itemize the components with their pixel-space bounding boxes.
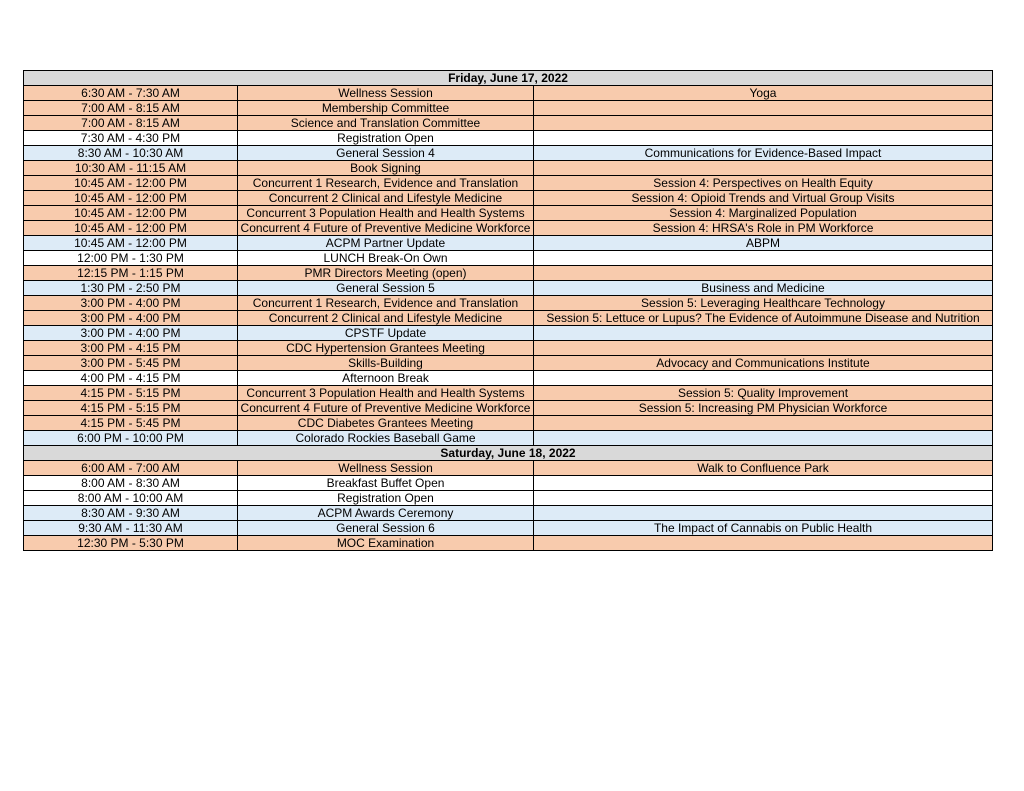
time-cell: 3:00 PM - 5:45 PM [24, 356, 238, 371]
event-cell: Wellness Session [238, 461, 534, 476]
schedule-row [24, 416, 993, 431]
time-cell: 3:00 PM - 4:00 PM [24, 326, 238, 341]
time-cell: 8:00 AM - 8:30 AM [24, 476, 238, 491]
detail-cell: Session 5: Quality Improvement [534, 386, 993, 401]
schedule-row [24, 161, 993, 176]
schedule-table [23, 70, 993, 551]
time-cell: 12:00 PM - 1:30 PM [24, 251, 238, 266]
event-cell: Wellness Session [238, 86, 534, 101]
schedule-row [24, 356, 993, 371]
schedule-row [24, 266, 993, 281]
time-cell: 8:30 AM - 10:30 AM [24, 146, 238, 161]
event-cell: Breakfast Buffet Open [238, 476, 534, 491]
schedule-row [24, 431, 993, 446]
detail-cell [534, 161, 993, 176]
schedule-row [24, 191, 993, 206]
day-header-row [24, 446, 993, 461]
detail-cell [534, 371, 993, 386]
time-cell: 6:30 AM - 7:30 AM [24, 86, 238, 101]
time-cell: 7:30 AM - 4:30 PM [24, 131, 238, 146]
event-cell: Registration Open [238, 491, 534, 506]
time-cell: 10:45 AM - 12:00 PM [24, 221, 238, 236]
schedule-row [24, 116, 993, 131]
event-cell: Science and Translation Committee [238, 116, 534, 131]
schedule-row [24, 476, 993, 491]
time-cell: 4:15 PM - 5:45 PM [24, 416, 238, 431]
day-header-row [24, 71, 993, 86]
event-cell: Concurrent 1 Research, Evidence and Translation [238, 296, 534, 311]
detail-cell [534, 416, 993, 431]
event-cell: Concurrent 3 Population Health and Health Systems [238, 386, 534, 401]
time-cell: 8:30 AM - 9:30 AM [24, 506, 238, 521]
time-cell: 3:00 PM - 4:00 PM [24, 311, 238, 326]
time-cell: 8:00 AM - 10:00 AM [24, 491, 238, 506]
detail-cell: Advocacy and Communications Institute [534, 356, 993, 371]
event-cell: CDC Diabetes Grantees Meeting [238, 416, 534, 431]
schedule-row [24, 341, 993, 356]
schedule-row [24, 206, 993, 221]
time-cell: 10:45 AM - 12:00 PM [24, 176, 238, 191]
event-cell: Concurrent 1 Research, Evidence and Translation [238, 176, 534, 191]
detail-cell [534, 476, 993, 491]
schedule-row [24, 101, 993, 116]
detail-cell: Session 5: Increasing PM Physician Workforce [534, 401, 993, 416]
detail-cell [534, 341, 993, 356]
day-title: Friday, June 17, 2022 [24, 71, 993, 86]
detail-cell [534, 266, 993, 281]
event-cell: Concurrent 2 Clinical and Lifestyle Medicine [238, 311, 534, 326]
detail-cell: Yoga [534, 86, 993, 101]
detail-cell: Session 4: Perspectives on Health Equity [534, 176, 993, 191]
time-cell: 12:30 PM - 5:30 PM [24, 536, 238, 551]
detail-cell [534, 506, 993, 521]
schedule-row [24, 326, 993, 341]
time-cell: 10:45 AM - 12:00 PM [24, 206, 238, 221]
detail-cell [534, 431, 993, 446]
schedule-row [24, 251, 993, 266]
schedule-row [24, 536, 993, 551]
detail-cell: Session 4: Marginalized Population [534, 206, 993, 221]
schedule-row [24, 281, 993, 296]
detail-cell: ABPM [534, 236, 993, 251]
event-cell: ACPM Awards Ceremony [238, 506, 534, 521]
event-cell: Book Signing [238, 161, 534, 176]
detail-cell [534, 116, 993, 131]
event-cell: General Session 5 [238, 281, 534, 296]
schedule-row [24, 521, 993, 536]
detail-cell [534, 536, 993, 551]
time-cell: 10:45 AM - 12:00 PM [24, 191, 238, 206]
schedule-row [24, 296, 993, 311]
event-cell: Colorado Rockies Baseball Game [238, 431, 534, 446]
day-title: Saturday, June 18, 2022 [24, 446, 993, 461]
schedule-row [24, 236, 993, 251]
schedule-row [24, 461, 993, 476]
schedule-body [24, 71, 993, 551]
detail-cell: The Impact of Cannabis on Public Health [534, 521, 993, 536]
time-cell: 7:00 AM - 8:15 AM [24, 101, 238, 116]
time-cell: 7:00 AM - 8:15 AM [24, 116, 238, 131]
time-cell: 1:30 PM - 2:50 PM [24, 281, 238, 296]
detail-cell [534, 326, 993, 341]
event-cell: PMR Directors Meeting (open) [238, 266, 534, 281]
time-cell: 6:00 PM - 10:00 PM [24, 431, 238, 446]
detail-cell [534, 251, 993, 266]
event-cell: Concurrent 2 Clinical and Lifestyle Medicine [238, 191, 534, 206]
event-cell: Concurrent 3 Population Health and Health Systems [238, 206, 534, 221]
time-cell: 10:45 AM - 12:00 PM [24, 236, 238, 251]
event-cell: General Session 4 [238, 146, 534, 161]
time-cell: 10:30 AM - 11:15 AM [24, 161, 238, 176]
time-cell: 3:00 PM - 4:00 PM [24, 296, 238, 311]
event-cell: Registration Open [238, 131, 534, 146]
schedule-row [24, 386, 993, 401]
time-cell: 4:15 PM - 5:15 PM [24, 386, 238, 401]
event-cell: ACPM Partner Update [238, 236, 534, 251]
time-cell: 12:15 PM - 1:15 PM [24, 266, 238, 281]
time-cell: 9:30 AM - 11:30 AM [24, 521, 238, 536]
schedule-row [24, 371, 993, 386]
detail-cell: Session 4: HRSA's Role in PM Workforce [534, 221, 993, 236]
schedule-row [24, 401, 993, 416]
event-cell: CPSTF Update [238, 326, 534, 341]
time-cell: 4:15 PM - 5:15 PM [24, 401, 238, 416]
detail-cell: Walk to Confluence Park [534, 461, 993, 476]
schedule-row [24, 491, 993, 506]
schedule-row [24, 86, 993, 101]
detail-cell [534, 131, 993, 146]
schedule-row [24, 176, 993, 191]
time-cell: 4:00 PM - 4:15 PM [24, 371, 238, 386]
event-cell: General Session 6 [238, 521, 534, 536]
schedule-row [24, 131, 993, 146]
time-cell: 3:00 PM - 4:15 PM [24, 341, 238, 356]
schedule-row [24, 506, 993, 521]
detail-cell: Communications for Evidence-Based Impact [534, 146, 993, 161]
detail-cell: Session 4: Opioid Trends and Virtual Group Visits [534, 191, 993, 206]
event-cell: Membership Committee [238, 101, 534, 116]
event-cell: Skills-Building [238, 356, 534, 371]
event-cell: LUNCH Break-On Own [238, 251, 534, 266]
detail-cell: Business and Medicine [534, 281, 993, 296]
schedule-row [24, 221, 993, 236]
schedule-row [24, 146, 993, 161]
event-cell: Concurrent 4 Future of Preventive Medicine Workforce [238, 401, 534, 416]
event-cell: Afternoon Break [238, 371, 534, 386]
event-cell: Concurrent 4 Future of Preventive Medicine Workforce [238, 221, 534, 236]
schedule-row [24, 311, 993, 326]
detail-cell: Session 5: Lettuce or Lupus? The Evidence of Autoimmune Disease and Nutrition [534, 311, 993, 326]
event-cell: MOC Examination [238, 536, 534, 551]
detail-cell [534, 491, 993, 506]
event-cell: CDC Hypertension Grantees Meeting [238, 341, 534, 356]
time-cell: 6:00 AM - 7:00 AM [24, 461, 238, 476]
detail-cell [534, 101, 993, 116]
detail-cell: Session 5: Leveraging Healthcare Technology [534, 296, 993, 311]
